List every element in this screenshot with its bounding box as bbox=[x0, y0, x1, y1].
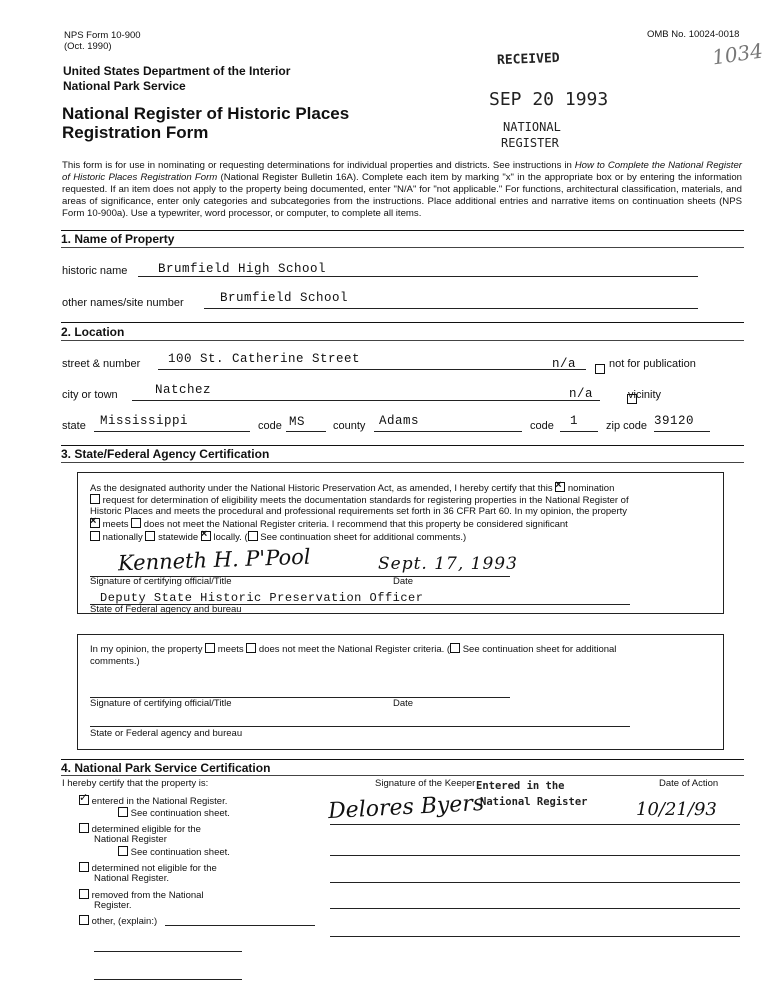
state-label: state bbox=[62, 420, 86, 432]
not-for-publication-checkbox[interactable] bbox=[595, 364, 605, 374]
locally-label: locally. ( bbox=[213, 532, 248, 543]
county-label: county bbox=[333, 420, 366, 432]
not-eligible-checkbox[interactable] bbox=[79, 862, 89, 872]
section2-rule-top bbox=[61, 322, 744, 323]
county-line bbox=[374, 431, 522, 432]
section2-rule-bottom bbox=[61, 340, 744, 341]
section4-rule-top bbox=[61, 759, 744, 760]
service-name: National Park Service bbox=[63, 79, 186, 93]
section3-heading: 3. State/Federal Agency Certification bbox=[61, 447, 270, 461]
not-eligible-label-line2: National Register. bbox=[94, 873, 169, 884]
instructions-bulletin-title: How to Complete the National Register of Historic Places Registration Form bbox=[62, 160, 742, 183]
cert-line-4 bbox=[90, 518, 568, 531]
other-checkbox[interactable] bbox=[79, 915, 89, 925]
section3-rule-top bbox=[61, 445, 744, 446]
entered-checkbox[interactable] bbox=[79, 795, 89, 805]
received-stamp: RECEIVED bbox=[496, 50, 560, 69]
historic-name-value[interactable]: Brumfield High School bbox=[158, 262, 327, 276]
other-label: other, (explain:) bbox=[91, 916, 158, 927]
section4-rule-bottom bbox=[61, 775, 744, 776]
opinion-continuation-label: See continuation sheet for additional bbox=[462, 644, 617, 655]
eligible-label: determined eligible for the bbox=[91, 824, 201, 835]
historic-name-line bbox=[138, 276, 698, 277]
nationally-checkbox[interactable] bbox=[90, 531, 100, 541]
date-label: Date bbox=[393, 576, 414, 587]
agency-value[interactable]: Deputy State Historic Preservation Officer bbox=[100, 591, 424, 605]
not-for-publication-label: not for publication bbox=[609, 358, 696, 370]
other-names-label: other names/site number bbox=[62, 297, 184, 309]
option-entered-continuation bbox=[118, 807, 230, 819]
keeper-line-2 bbox=[330, 855, 740, 856]
state-code-line bbox=[286, 431, 326, 432]
date-of-action-value: 10/21/93 bbox=[636, 799, 717, 820]
instructions-text-2: (National Register Bulletin 16A). Complete each item by marking "x" in the appropriate box or by entering the information requested. If an item does not apply to the property being documented, enter "N/A" for "not applicable." For functions, architectural classification, materials, and areas of significance, enter only categories and subcategories from the instructions. Place additional entries and narrative items on continuation sheets (NPS Form 10-900a). Use a typewriter, word processor, or computer, to complete all items. bbox=[62, 172, 742, 219]
section1-rule-bottom bbox=[61, 247, 744, 248]
keeper-line-5 bbox=[330, 936, 740, 937]
instructions-text-1: This form is for use in nominating or requesting determinations for individual properties and districts. See instructions in bbox=[62, 160, 575, 171]
not-eligible-label: determined not eligible for the bbox=[91, 863, 217, 874]
does-not-meet-checkbox[interactable] bbox=[131, 518, 141, 528]
state-code-value[interactable]: MS bbox=[289, 415, 306, 429]
entered-label: entered in the National Register. bbox=[91, 796, 228, 807]
state-value[interactable]: Mississippi bbox=[100, 414, 189, 428]
zip-label: zip code bbox=[606, 420, 647, 432]
option-other bbox=[79, 915, 157, 927]
nationally-label: nationally bbox=[102, 532, 143, 543]
opinion-text-1: In my opinion, the property bbox=[90, 644, 203, 655]
option-eligible-continuation bbox=[118, 846, 230, 858]
locally-checkbox[interactable] bbox=[201, 531, 211, 541]
opinion-meets-label: meets bbox=[217, 644, 244, 655]
does-not-meet-label: does not meet the National Register criteria. I recommend that this property be considered significant bbox=[143, 519, 568, 530]
city-value[interactable]: Natchez bbox=[155, 383, 212, 397]
corner-handwritten-number: 1034 bbox=[710, 38, 765, 70]
cert-line-2-text: request for determination of eligibility meets the documentation standards for registering properties in the National Register of bbox=[102, 495, 629, 506]
city-label: city or town bbox=[62, 389, 118, 401]
section1-rule-top bbox=[61, 230, 744, 231]
agency-label: State of Federal agency and bureau bbox=[90, 604, 242, 615]
entered-continuation-label: See continuation sheet. bbox=[130, 808, 230, 819]
street-na: n/a bbox=[552, 357, 577, 371]
cert-line-5 bbox=[90, 531, 466, 544]
received-date-stamp: SEP 20 1993 bbox=[489, 89, 609, 110]
removed-label-line2: Register. bbox=[94, 900, 132, 911]
keeper-line-1 bbox=[330, 824, 740, 825]
omb-number: OMB No. 10024-0018 bbox=[647, 29, 740, 40]
certification-date-value: Sept. 17, 1993 bbox=[378, 554, 518, 574]
department-name: United States Department of the Interior bbox=[63, 64, 291, 78]
meets-checkbox[interactable] bbox=[90, 518, 100, 528]
eligible-continuation-checkbox[interactable] bbox=[118, 846, 128, 856]
historic-name-label: historic name bbox=[62, 265, 128, 277]
nomination-label: nomination bbox=[567, 483, 615, 494]
eligible-label-line2: National Register bbox=[94, 834, 167, 845]
section4-heading: 4. National Park Service Certification bbox=[61, 761, 271, 775]
other-explain-line[interactable] bbox=[165, 925, 315, 926]
vicinity-label: vicinity bbox=[628, 389, 662, 401]
keeper-line-4 bbox=[330, 908, 740, 909]
section1-heading: 1. Name of Property bbox=[61, 232, 175, 246]
entered-stamp-line2: National Register bbox=[480, 796, 588, 808]
cert-line-3: Historic Places and meets the procedural and professional requirements set forth in 36 CFR Part 60. In my opinion, the property bbox=[90, 506, 628, 517]
other-extra-line-2[interactable] bbox=[94, 979, 242, 980]
section2-heading: 2. Location bbox=[61, 325, 125, 339]
street-line bbox=[158, 369, 586, 370]
meets-label: meets bbox=[102, 519, 129, 530]
stamp-register: REGISTER bbox=[501, 136, 559, 150]
certify-statement: I hereby certify that the property is: bbox=[62, 778, 209, 789]
cert-line-1-text: As the designated authority under the National Historic Preservation Act, as amended, I hereby certify that this bbox=[90, 483, 553, 494]
zip-line bbox=[654, 431, 710, 432]
removed-label: removed from the National bbox=[91, 890, 204, 901]
opinion-continuation-checkbox[interactable] bbox=[450, 643, 460, 653]
continuation-sheet-label: See continuation sheet for additional comments.) bbox=[260, 532, 467, 543]
removed-checkbox[interactable] bbox=[79, 889, 89, 899]
other-names-line bbox=[204, 308, 698, 309]
eligible-continuation-label: See continuation sheet. bbox=[130, 847, 230, 858]
opinion-does-not-meet-label: does not meet the National Register criteria. ( bbox=[258, 644, 451, 655]
street-label: street & number bbox=[62, 358, 141, 370]
eligibility-request-checkbox[interactable] bbox=[90, 494, 100, 504]
street-value[interactable]: 100 St. Catherine Street bbox=[168, 352, 361, 366]
zip-value[interactable]: 39120 bbox=[654, 414, 695, 428]
county-code-value[interactable]: 1 bbox=[570, 414, 579, 428]
state-code-label: code bbox=[258, 420, 282, 432]
opinion-line-1 bbox=[90, 643, 616, 656]
form-title-line1: National Register of Historic Places bbox=[62, 104, 350, 123]
city-na: n/a bbox=[569, 387, 594, 401]
instructions-paragraph bbox=[62, 160, 742, 220]
continuation-sheet-checkbox[interactable] bbox=[248, 531, 258, 541]
form-date: (Oct. 1990) bbox=[64, 41, 112, 52]
city-line bbox=[132, 400, 600, 401]
keeper-signature: Delores Byers bbox=[327, 790, 485, 825]
option-entered bbox=[79, 795, 227, 807]
eligible-checkbox[interactable] bbox=[79, 823, 89, 833]
statewide-checkbox[interactable] bbox=[145, 531, 155, 541]
date-of-action-label: Date of Action bbox=[659, 778, 719, 789]
opinion-does-not-meet-checkbox[interactable] bbox=[246, 643, 256, 653]
state-line bbox=[94, 431, 250, 432]
opinion-meets-checkbox[interactable] bbox=[205, 643, 215, 653]
form-title-line2: Registration Form bbox=[62, 123, 209, 142]
other-names-value[interactable]: Brumfield School bbox=[220, 291, 349, 305]
opinion-agency-label: State or Federal agency and bureau bbox=[90, 728, 243, 739]
certifying-official-signature: Kenneth H. P'Pool bbox=[117, 544, 311, 576]
entered-continuation-checkbox[interactable] bbox=[118, 807, 128, 817]
signature-label: Signature of certifying official/Title bbox=[90, 576, 232, 587]
entered-stamp-line1: Entered in the bbox=[476, 780, 565, 792]
opinion-date-label: Date bbox=[393, 698, 414, 709]
county-value[interactable]: Adams bbox=[379, 414, 420, 428]
opinion-signature-label: Signature of certifying official/Title bbox=[90, 698, 232, 709]
opinion-line-2: comments.) bbox=[90, 656, 140, 667]
section3-rule-bottom bbox=[61, 462, 744, 463]
other-extra-line-1[interactable] bbox=[94, 951, 242, 952]
statewide-label: statewide bbox=[158, 532, 199, 543]
county-code-label: code bbox=[530, 420, 554, 432]
opinion-agency-line bbox=[90, 726, 630, 727]
nomination-checkbox[interactable] bbox=[555, 482, 565, 492]
stamp-national: NATIONAL bbox=[503, 120, 561, 134]
keeper-line-3 bbox=[330, 882, 740, 883]
form-number: NPS Form 10-900 bbox=[64, 30, 141, 41]
keeper-signature-label: Signature of the Keeper bbox=[375, 778, 476, 789]
county-code-line bbox=[560, 431, 598, 432]
